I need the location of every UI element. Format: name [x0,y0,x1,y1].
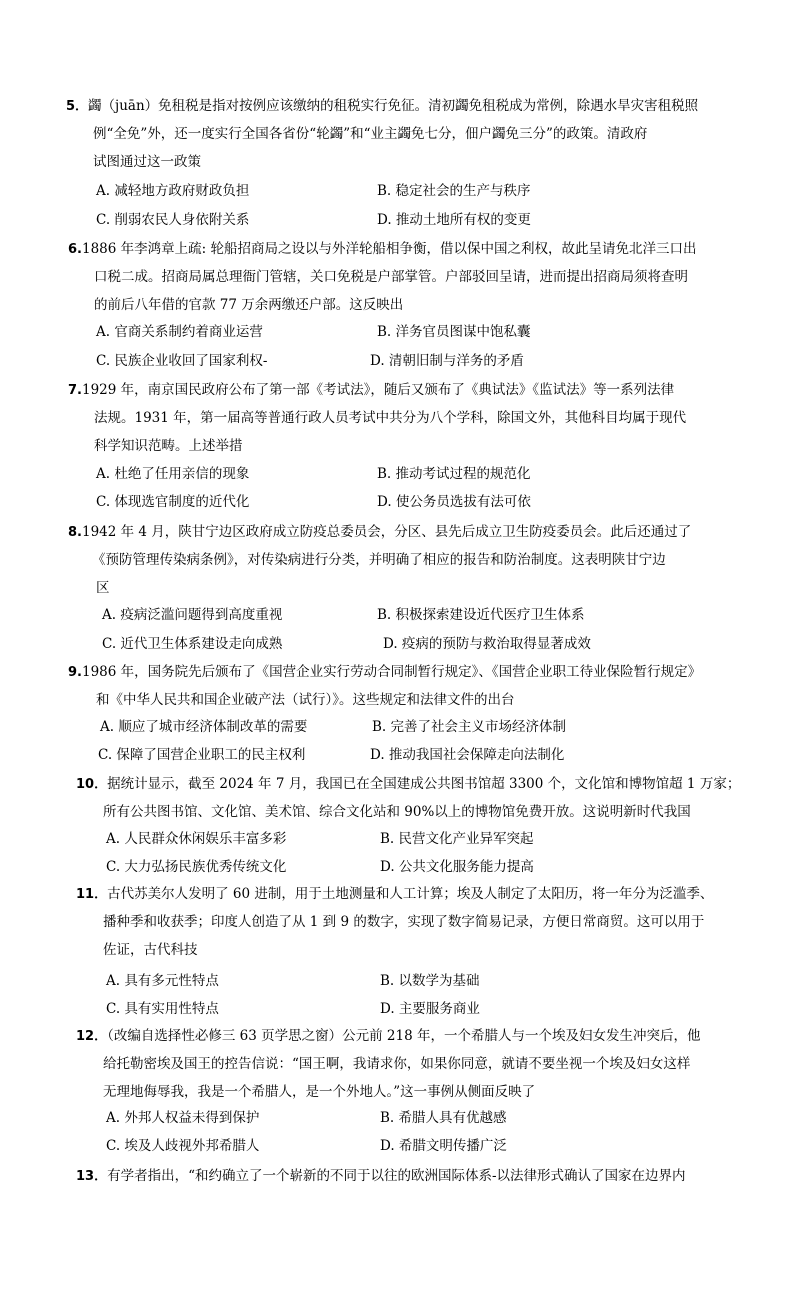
question-stem-line: 13．有学者指出，“和约确立了一个崭新的不同于以往的欧洲国际体系-以法律形式确认了国家在边界内 [76,1168,686,1184]
option-a[interactable]: A. 疫病泛滥问题得到高度重视 [102,607,283,623]
question-stem-line: 法规。1931 年，第一届高等普通行政人员考试中共分为八个学科，除国文外，其他科目均属于现代 [94,410,687,426]
option-a[interactable]: A. 人民群众休闲娱乐丰富多彩 [106,831,287,847]
option-b[interactable]: B. 希腊人具有优越感 [380,1110,507,1126]
question-number: 7. [68,383,82,398]
option-d[interactable]: D. 疫病的预防与救治取得显著成效 [383,636,591,652]
option-c[interactable]: C. 大力弘扬民族优秀传统文化 [106,859,287,875]
question-number: 12． [76,1029,108,1044]
question-number: 8. [68,525,82,540]
question-number: 5． [66,99,89,114]
question-stem-line: 口税二成。招商局属总理衙门管辖，关口免税是户部掌管。户部驳回呈请，进而提出招商局须将查明 [94,269,688,285]
question-stem-line: 的前后八年借的官款 77 万余两缴还户部。这反映出 [94,297,404,313]
question-stem-line: 科学知识范畴。上述举措 [94,438,243,454]
question-number: 6. [68,242,82,257]
option-b[interactable]: B. 稳定社会的生产与秩序 [377,183,531,199]
option-b[interactable]: B. 积极探索建设近代医疗卫生体系 [377,607,585,623]
option-b[interactable]: B. 推动考试过程的规范化 [377,466,531,482]
option-c[interactable]: C. 近代卫生体系建设走向成熟 [102,636,283,652]
question-stem-line: 《预防管理传染病条例》，对传染病进行分类，并明确了相应的报告和防治制度。这表明陕甘宁边 [92,552,666,568]
option-a[interactable]: A. 顺应了城市经济体制改革的需要 [100,719,308,735]
option-d[interactable]: D. 公共文化服务能力提高 [380,859,534,875]
option-a[interactable]: A. 减轻地方政府财政负担 [96,183,250,199]
question-stem-line: 11．古代苏美尔人发明了 60 进制，用于土地测量和人工计算；埃及人制定了太阳历，将一年分为泛滥季、 [76,886,714,902]
option-d[interactable]: D. 希腊文明传播广泛 [380,1138,507,1154]
option-b[interactable]: B. 民营文化产业异军突起 [380,831,534,847]
option-a[interactable]: A. 杜绝了任用亲信的现象 [96,466,250,482]
option-c[interactable]: C. 体现选官制度的近代化 [96,494,250,510]
option-c[interactable]: C. 民族企业收回了国家利权- [96,353,268,369]
question-stem-line: 试图通过这一政策 [93,154,201,170]
question-stem-line: 播种季和收获季；印度人创造了从 1 到 9 的数字，实现了数字简易记录，方便日常商贸。这可以用于 [103,914,705,930]
question-stem-line: 10．据统计显示，截至 2024 年 7 月，我国已在全国建成公共图书馆超 3300 个，文化馆和博物馆超 1 万家； [76,776,741,792]
option-d[interactable]: D. 清朝旧制与洋务的矛盾 [370,353,524,369]
option-a[interactable]: A. 具有多元性特点 [106,973,219,989]
option-b[interactable]: B. 洋务官员图谋中饱私囊 [377,324,531,340]
question-stem-line: 区 [96,580,110,596]
option-a[interactable]: A. 外邦人权益未得到保护 [106,1110,260,1126]
question-number: 13． [76,1169,108,1184]
option-c[interactable]: C. 埃及人歧视外邦希腊人 [106,1138,260,1154]
option-d[interactable]: D. 推动土地所有权的变更 [377,212,531,228]
option-c[interactable]: C. 保障了国营企业职工的民主权利 [98,747,306,763]
question-stem-line: 给托勒密埃及国王的控告信说：“国王啊，我请求你，如果你同意，就请不要坐视一个埃及妇女这样 [103,1056,691,1072]
option-b[interactable]: B. 以数学为基础 [380,973,480,989]
option-a[interactable]: A. 官商关系制约着商业运营 [96,324,263,340]
question-number: 10． [76,777,108,792]
option-d[interactable]: D. 使公务员选拔有法可依 [377,494,531,510]
question-stem-line: 无理地侮辱我，我是一个希腊人，是一个外地人。”这一事例从侧面反映了 [103,1084,536,1100]
option-c[interactable]: C. 削弱农民人身依附关系 [96,212,250,228]
question-stem-line: 和《中华人民共和国企业破产法（试行）》。这些规定和法律文件的出台 [96,692,515,708]
option-c[interactable]: C. 具有实用性特点 [106,1001,219,1017]
question-stem-line: 7.1929 年，南京国民政府公布了第一部《考试法》，随后又颁布了《典试法》《监试法》等一系列法律 [68,382,675,398]
question-stem-line: 5．蠲（juān）免租税是指对按例应该缴纳的租税实行免征。清初蠲免租税成为常例，除遇水旱灾害租税照 [66,98,699,114]
question-stem-line: 8.1942 年 4 月，陕甘宁边区政府成立防疫总委员会，分区、县先后成立卫生防疫委员会。此后还通过了 [68,524,692,540]
question-number: 11． [76,887,108,902]
option-d[interactable]: D. 推动我国社会保障走向法制化 [370,747,565,763]
option-d[interactable]: D. 主要服务商业 [380,1001,480,1017]
question-stem-line: 6.1886 年李鸿章上疏: 轮船招商局之设以与外洋轮船相争衡，借以保中国之利权，故此呈请免北洋三口出 [68,241,697,257]
question-stem-line: 9.1986 年，国务院先后颁布了《国营企业实行劳动合同制暂行规定》、《国营企业职工待业保险暂行规定》 [68,664,702,680]
question-stem-line: 12．（改编自选择性必修三 63 页学思之窗）公元前 218 年，一个希腊人与一个埃及妇女发生冲突后，他 [76,1028,701,1044]
question-stem-line: 佐证，古代科技 [103,942,198,958]
question-stem-line: 例“全免”外，还一度实行全国各省份“轮蠲”和“业主蠲免七分，佃户蠲免三分”的政策。清政府 [93,126,648,142]
option-b[interactable]: B. 完善了社会主义市场经济体制 [372,719,567,735]
question-stem-line: 所有公共图书馆、文化馆、美术馆、综合文化站和 90%以上的博物馆免费开放。这说明新时代我国 [103,804,691,820]
question-number: 9. [68,665,82,680]
